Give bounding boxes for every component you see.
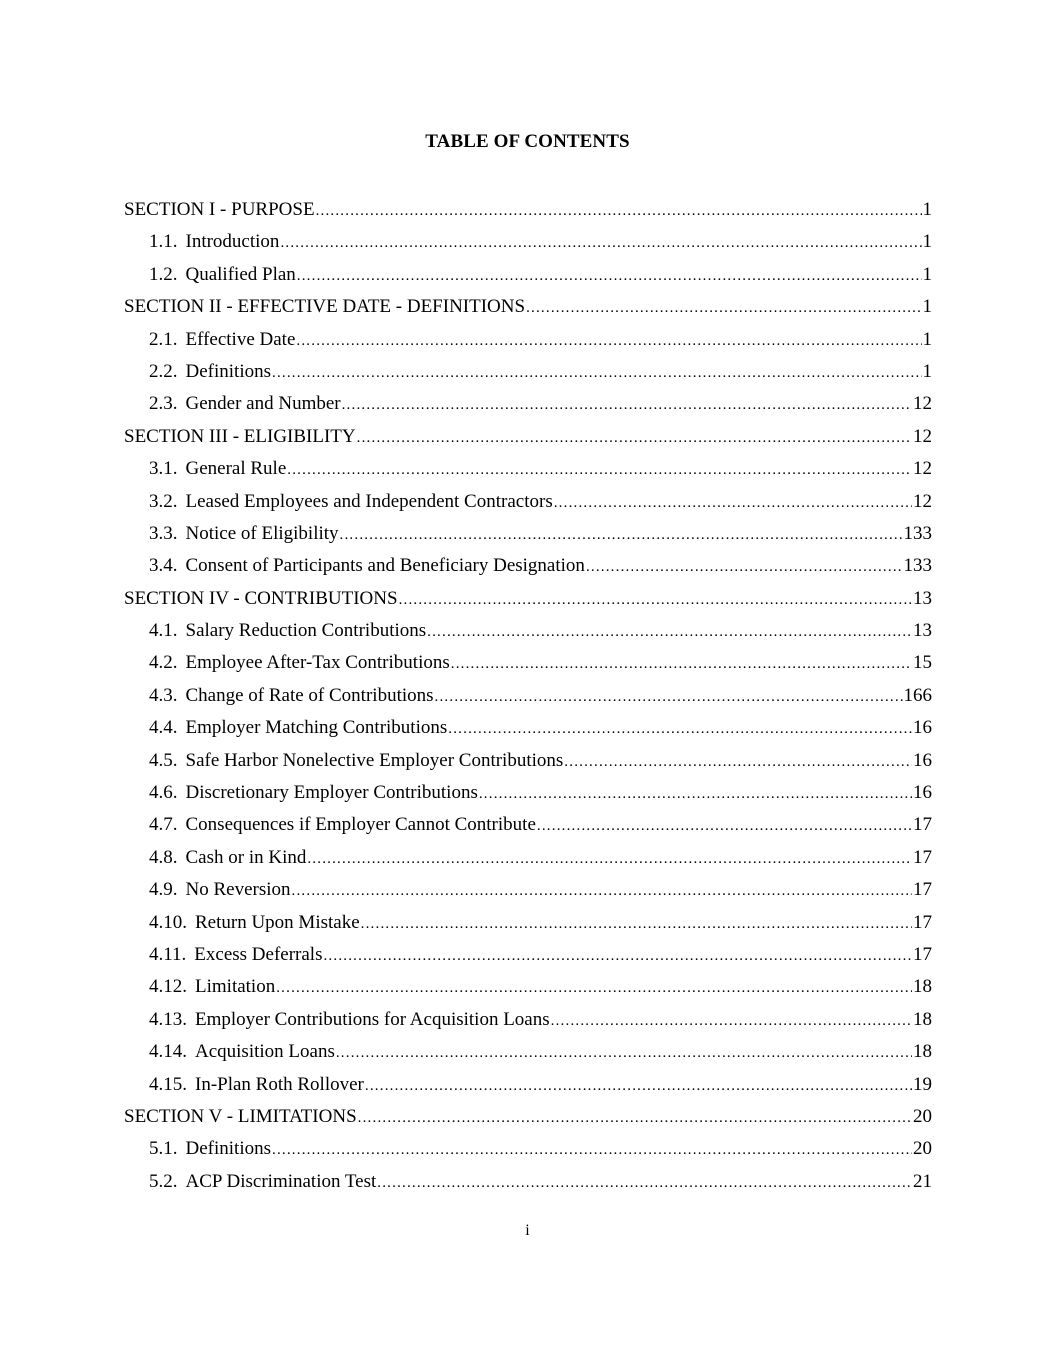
toc-entry-page-number: 17	[913, 846, 932, 868]
toc-entry-label: Safe Harbor Nonelective Employer Contributions	[185, 749, 564, 771]
dot-leader	[537, 810, 912, 842]
toc-subsection-entry[interactable]	[124, 615, 932, 647]
toc-entry-page-number: 12	[913, 490, 932, 512]
dot-leader	[564, 746, 912, 778]
toc-entry-label: General Rule	[185, 458, 287, 480]
toc-entry-label: Consequences if Employer Cannot Contribute	[185, 814, 536, 836]
toc-entry-label: Employer Contributions for Acquisition Loans	[195, 1008, 550, 1030]
toc-entry-page-number: 13	[913, 587, 932, 609]
toc-entry-number: 4.15.	[149, 1073, 187, 1095]
toc-entry-number: 4.11.	[149, 943, 187, 965]
toc-entry-label: Qualified Plan	[185, 263, 296, 285]
toc-entry-label: Gender and Number	[185, 393, 341, 415]
toc-entry-label: Change of Rate of Contributions	[185, 684, 434, 706]
toc-entry-page-number: 1	[922, 328, 932, 350]
toc-entry-label: No Reversion	[185, 879, 291, 901]
toc-entry-label: Consent of Participants and Beneficiary Designation	[185, 555, 585, 577]
toc-entry-number: 4.10.	[149, 911, 187, 933]
toc-entry-label: SECTION II - EFFECTIVE DATE - DEFINITIONS	[124, 296, 526, 318]
toc-entry-label: Cash or in Kind	[185, 846, 307, 868]
toc-subsection-entry[interactable]	[124, 777, 932, 809]
toc-entry-page-number: 20	[913, 1105, 932, 1127]
toc-entry-number: 4.8.	[149, 846, 178, 868]
toc-subsection-entry[interactable]	[124, 518, 932, 550]
page-title: TABLE OF CONTENTS	[425, 131, 630, 152]
dot-leader	[551, 1005, 912, 1037]
dot-leader	[280, 227, 921, 259]
dot-leader	[526, 292, 921, 324]
toc-entry-number: 4.7.	[149, 814, 178, 836]
toc-entry-page-number: 20	[913, 1138, 932, 1160]
dot-leader	[307, 843, 912, 875]
dot-leader	[297, 260, 922, 292]
toc-subsection-entry[interactable]	[124, 647, 932, 679]
toc-entry-page-number: 18	[913, 976, 932, 998]
toc-subsection-entry[interactable]	[124, 453, 932, 485]
toc-entry-page-number: 133	[903, 555, 932, 577]
dot-leader	[287, 454, 912, 486]
toc-subsection-entry[interactable]	[124, 226, 932, 258]
toc-entry-label: Discretionary Employer Contributions	[185, 782, 478, 804]
toc-subsection-entry[interactable]	[124, 1036, 932, 1068]
dot-leader	[377, 1167, 912, 1199]
toc-entry-page-number: 18	[913, 1041, 932, 1063]
toc-subsection-entry[interactable]	[124, 907, 932, 939]
toc-entry-label: Effective Date	[185, 328, 296, 350]
dot-leader	[340, 519, 903, 551]
toc-subsection-entry[interactable]	[124, 971, 932, 1003]
dot-leader	[357, 422, 912, 454]
dot-leader	[554, 487, 912, 519]
toc-entry-page-number: 17	[913, 911, 932, 933]
toc-subsection-entry[interactable]	[124, 939, 932, 971]
toc-subsection-entry[interactable]	[124, 1133, 932, 1165]
toc-subsection-entry[interactable]	[124, 486, 932, 518]
toc-entry-label: Introduction	[185, 231, 280, 253]
toc-entry-number: 5.1.	[149, 1138, 178, 1160]
dot-leader	[272, 1134, 912, 1166]
toc-entry-label: Salary Reduction Contributions	[185, 620, 427, 642]
dot-leader	[427, 616, 912, 648]
dot-leader	[365, 1070, 912, 1102]
dot-leader	[292, 875, 912, 907]
dot-leader	[272, 357, 922, 389]
toc-subsection-entry[interactable]	[124, 356, 932, 388]
dot-leader	[361, 908, 912, 940]
toc-entry-page-number: 16	[913, 749, 932, 771]
toc-entry-number: 4.1.	[149, 620, 178, 642]
toc-entry-number: 2.3.	[149, 393, 178, 415]
dot-leader	[451, 648, 912, 680]
toc-entry-page-number: 17	[913, 943, 932, 965]
toc-subsection-entry[interactable]	[124, 550, 932, 582]
toc-entry-number: 4.6.	[149, 782, 178, 804]
dot-leader	[323, 940, 912, 972]
toc-subsection-entry[interactable]	[124, 259, 932, 291]
dot-leader	[276, 972, 912, 1004]
toc-entry-page-number: 1	[922, 360, 932, 382]
toc-entry-page-number: 133	[903, 522, 932, 544]
toc-entry-label: SECTION IV - CONTRIBUTIONS	[124, 587, 398, 609]
toc-entry-page-number: 17	[913, 879, 932, 901]
toc-subsection-entry[interactable]	[124, 1166, 932, 1198]
toc-entry-label: Excess Deferrals	[194, 943, 323, 965]
toc-entry-number: 3.3.	[149, 522, 178, 544]
toc-entry-page-number: 16	[913, 717, 932, 739]
toc-subsection-entry[interactable]	[124, 842, 932, 874]
dot-leader	[336, 1037, 912, 1069]
toc-section-entry[interactable]	[124, 194, 932, 226]
toc-entry-number: 3.2.	[149, 490, 178, 512]
toc-entry-label: Return Upon Mistake	[195, 911, 360, 933]
toc-subsection-entry[interactable]	[124, 809, 932, 841]
toc-entry-page-number: 12	[913, 425, 932, 447]
toc-entry-label: Leased Employees and Independent Contractors	[185, 490, 553, 512]
toc-entry-page-number: 16	[913, 782, 932, 804]
toc-entry-number: 2.1.	[149, 328, 178, 350]
toc-subsection-entry[interactable]	[124, 388, 932, 420]
toc-subsection-entry[interactable]	[124, 1004, 932, 1036]
toc-entry-label: SECTION V - LIMITATIONS	[124, 1105, 357, 1127]
toc-entry-label: In-Plan Roth Rollover	[195, 1073, 364, 1095]
dot-leader	[358, 1102, 912, 1134]
toc-subsection-entry[interactable]	[124, 745, 932, 777]
toc-entry-page-number: 15	[913, 652, 932, 674]
toc-subsection-entry[interactable]	[124, 324, 932, 356]
toc-entry-page-number: 13	[913, 620, 932, 642]
toc-entry-page-number: 1	[922, 296, 932, 318]
toc-entry-label: SECTION III - ELIGIBILITY	[124, 425, 356, 447]
toc-entry-number: 4.4.	[149, 717, 178, 739]
toc-entry-number: 1.1.	[149, 231, 178, 253]
toc-entry-page-number: 1	[922, 263, 932, 285]
toc-entry-number: 4.2.	[149, 652, 178, 674]
toc-entry-label: Acquisition Loans	[195, 1041, 335, 1063]
toc-subsection-entry[interactable]	[124, 680, 932, 712]
toc-section-entry[interactable]	[124, 583, 932, 615]
toc-entry-label: Definitions	[185, 360, 271, 382]
toc-entry-page-number: 1	[922, 231, 932, 253]
toc-entry-number: 5.2.	[149, 1170, 178, 1192]
toc-entry-page-number: 17	[913, 814, 932, 836]
toc-entry-number: 4.3.	[149, 684, 178, 706]
toc-entry-number: 2.2.	[149, 360, 178, 382]
toc-entry-number: 1.2.	[149, 263, 178, 285]
toc-entry-label: Employee After-Tax Contributions	[185, 652, 450, 674]
toc-entry-label: Definitions	[185, 1138, 271, 1160]
toc-section-entry[interactable]	[124, 1101, 932, 1133]
toc-entry-number: 4.5.	[149, 749, 178, 771]
dot-leader	[316, 195, 922, 227]
toc-entry-number: 4.12.	[149, 976, 187, 998]
toc-entry-page-number: 12	[913, 458, 932, 480]
toc-entry-number: 4.9.	[149, 879, 178, 901]
toc-entry-number: 4.13.	[149, 1008, 187, 1030]
toc-entry-label: Limitation	[195, 976, 276, 998]
toc-entry-page-number: 166	[903, 684, 932, 706]
toc-subsection-entry[interactable]	[124, 1069, 932, 1101]
dot-leader	[586, 551, 903, 583]
toc-entry-number: 3.4.	[149, 555, 178, 577]
toc-entry-page-number: 18	[913, 1008, 932, 1030]
page-number-footer: i	[525, 1222, 530, 1239]
toc-section-entry[interactable]	[124, 291, 932, 323]
toc-entry-page-number: 1	[922, 199, 932, 220]
toc-entry-label: Notice of Eligibility	[185, 522, 339, 544]
dot-leader	[479, 778, 912, 810]
dot-leader	[399, 584, 912, 616]
toc-section-entry[interactable]	[124, 421, 932, 453]
toc-entry-page-number: 19	[913, 1073, 932, 1095]
table-of-contents	[124, 194, 932, 1198]
toc-entry-number: 4.14.	[149, 1041, 187, 1063]
dot-leader	[296, 325, 921, 357]
toc-entry-page-number: 12	[913, 393, 932, 415]
toc-entry-page-number: 21	[913, 1170, 932, 1192]
toc-entry-label: Employer Matching Contributions	[185, 717, 448, 739]
toc-entry-label: SECTION I - PURPOSE	[124, 199, 315, 220]
toc-subsection-entry[interactable]	[124, 712, 932, 744]
dot-leader	[342, 389, 912, 421]
toc-subsection-entry[interactable]	[124, 874, 932, 906]
dot-leader	[435, 681, 903, 713]
toc-entry-number: 3.1.	[149, 458, 178, 480]
toc-entry-label: ACP Discrimination Test	[185, 1170, 377, 1192]
dot-leader	[448, 713, 912, 745]
